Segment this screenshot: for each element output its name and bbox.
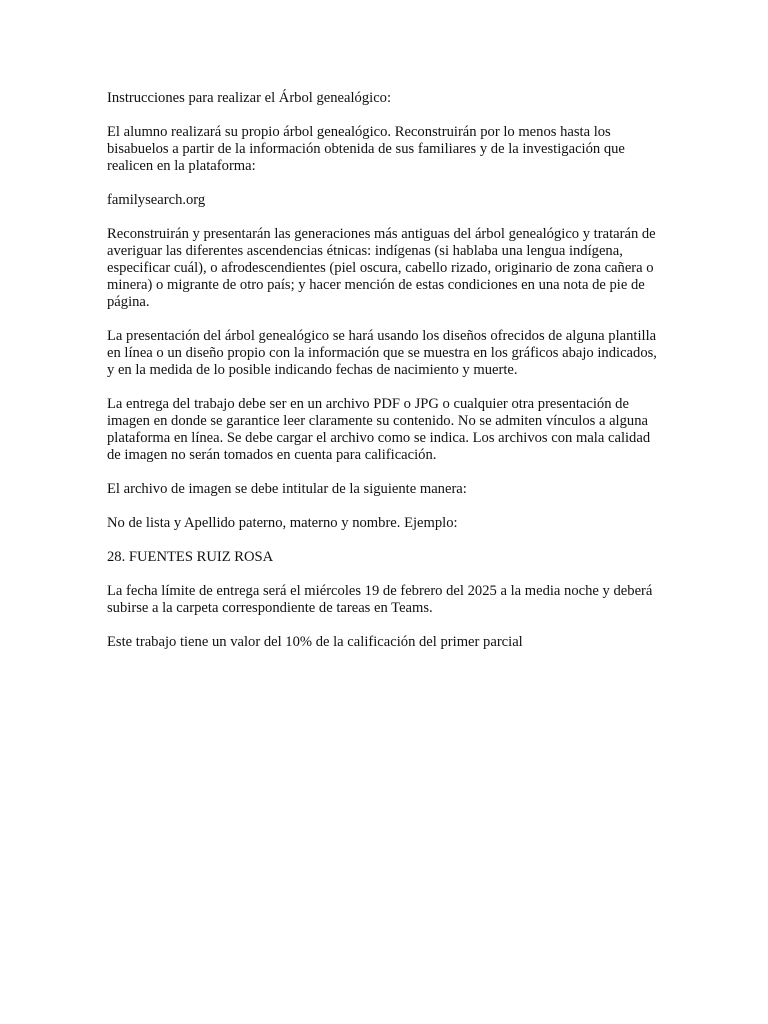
paragraph-name-format: No de lista y Apellido paterno, materno y nombre. Ejemplo: (107, 515, 458, 531)
paragraph-ancestry: Reconstruirán y presentarán las generaciones más antiguas del árbol genealógico y tratarán de averiguar las diferentes ascendencias étnicas: indígenas (si hablaba una lengua indígena, especificar cuál), o afrodescendientes (piel oscura, cabello rizado, originario de zona cañera o minera) o migrante de otro país; y hacer mención de estas condiciones en una nota de pie de página. (107, 226, 656, 310)
document-body (107, 90, 667, 668)
paragraph-grade-value: Este trabajo tiene un valor del 10% de la calificación del primer parcial (107, 634, 523, 650)
paragraph-delivery: La entrega del trabajo debe ser en un archivo PDF o JPG o cualquier otra presentación de imagen en donde se garantice leer claramente su contenido. No se admiten vínculos a alguna plataforma en línea. Se debe cargar el archivo como se indica. Los archivos con mala calidad de imagen no serán tomados en cuenta para calificación. (107, 396, 651, 463)
paragraph-presentation: La presentación del árbol genealógico se hará usando los diseños ofrecidos de alguna plantilla en línea o un diseño propio con la información que se muestra en los gráficos abajo indicados, y en la medida de lo posible indicando fechas de nacimiento y muerte. (107, 328, 657, 378)
paragraph-intro: El alumno realizará su propio árbol genealógico. Reconstruirán por lo menos hasta los bisabuelos a partir de la información obtenida de sus familiares y de la investigación que realicen en la plataforma: (107, 124, 625, 174)
paragraph-deadline: La fecha límite de entrega será el miércoles 19 de febrero del 2025 a la media noche y deberá subirse a la carpeta correspondiente de tareas en Teams. (107, 583, 653, 616)
paragraph-platform: familysearch.org (107, 192, 206, 208)
document-title: Instrucciones para realizar el Árbol genealógico: (107, 90, 392, 106)
paragraph-example: 28. FUENTES RUIZ ROSA (107, 549, 274, 565)
paragraph-file-naming: El archivo de imagen se debe intitular de la siguiente manera: (107, 481, 467, 497)
